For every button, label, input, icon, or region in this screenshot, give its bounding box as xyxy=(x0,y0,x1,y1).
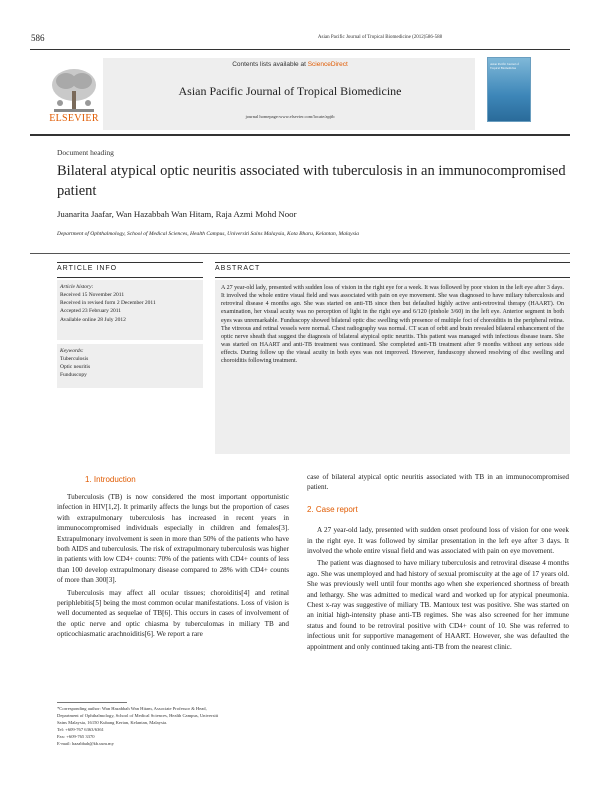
footnote-line: Sains Malaysia, 16150 Kubang Kerian, Kelantan, Malaysia. xyxy=(57,720,168,725)
affiliation-rule xyxy=(30,253,570,254)
authors: Juanarita Jaafar, Wan Hazabbah Wan Hitam, Raja Azmi Mohd Noor xyxy=(57,209,297,219)
intro-paragraph: Tuberculosis may affect all ocular tissues; choroiditis[4] and retinal periphlebitis[5] being the most common ocular manifestations. Loss of vision is well documented as sequelae of TB[6]. This occurs in cases of involvement of the optic nerve and optic chiasma by tuberculomas in miliary TB and opticochiasmatic arachnoiditis[6]. We report a rare xyxy=(57,588,289,639)
publisher-logo-text: ELSEVIER xyxy=(49,113,99,124)
keywords-heading: Keywords: xyxy=(60,348,84,354)
keyword: Tuberculosis xyxy=(60,356,89,362)
article-title: Bilateral atypical optic neuritis associated with tuberculosis in an immunocompromised patient xyxy=(57,163,566,199)
history-heading: Article history: xyxy=(60,284,94,290)
sciencedirect-link[interactable]: ScienceDirect xyxy=(307,61,348,68)
footnote-line: Department of Ophthalmology, School of Medical Sciences, Health Campus, Universiti xyxy=(57,713,219,718)
article-info-header xyxy=(57,262,203,278)
abstract-text: A 27 year-old lady, presented with sudden loss of vision in the right eye for a week. It was followed by poor vision in the left eye after 3 days. It involved the whole entire visual field and was associated with pain on eye movement. She was diagnosed to have miliary tuberculosis and retroviral disease 4 months ago. She was started on anti-TB since then but defaulted highly active anti-retroviral therapy (HAART). On examination, her visual acuity was no perception of light in the right eye and 6/120 (pinhole 3/60) in the left eye. Anterior segment in both eyes was unremarkable. Funduscopy showed bilateral optic disc swelling with presence of multiple foci of choroiditis in the peripheral retina. The vitreous and retinal vessels were normal. Chest radiography was normal. CT scan of orbit and brain revealed bilateral enhancement of the optic nerve sheath that suggest the diagnosis of bilateral atypical optic neuritis. This patient was managed with infectious disease team. She was started on HAART and anti-TB treatment was continued. She completed anti-TB treatment after 9 months without any serious side effects. During follow up the visual acuity in both eyes was not improved. However, funduscopy showed resolving of disc swelling and choroiditis following treatment. xyxy=(221,285,564,365)
article-history-box xyxy=(57,280,203,340)
contents-prefix: Contents lists available at xyxy=(232,61,308,68)
intro-continuation: case of bilateral atypical optic neuritis associated with TB in an immunocompromised patient. xyxy=(307,473,569,492)
footnote-rule xyxy=(57,702,127,703)
footnote-line[interactable]: E-mail: hazabbah@kb.usm.my xyxy=(57,741,114,746)
history-online: Available online 28 July 2012 xyxy=(60,316,126,323)
header-rule xyxy=(30,134,570,136)
corresponding-author-footnote xyxy=(57,705,289,747)
journal-title: Asian Pacific Journal of Tropical Biomedicine xyxy=(178,84,402,98)
history-received: Received 15 November 2011 xyxy=(60,292,125,298)
keywords-box xyxy=(57,344,203,388)
footnote-line: Tel: +609-767 6363/6361 xyxy=(57,727,104,732)
journal-homepage[interactable]: journal homepage:www.elsevier.com/locate/apjtb xyxy=(245,114,335,119)
cover-title: Asian Pacific Journal of Tropical Biomedicine xyxy=(490,62,519,70)
document-heading: Document heading xyxy=(57,148,114,157)
article-info-label: ARTICLE INFO xyxy=(57,265,118,272)
keyword: Funduscopy xyxy=(60,372,87,379)
abstract-label: ABSTRACT xyxy=(215,265,261,272)
case-paragraph: A 27 year-old lady, presented with sudden onset profound loss of vision for one week in the right eye. It was followed by similar presentation in the left eye after 3 days. It involved the whole entire visual field and was associated with pain on eye movement. xyxy=(307,526,569,556)
history-accepted: Accepted 23 February 2011 xyxy=(60,308,122,315)
history-revised: Received in revised form 2 December 2011 xyxy=(60,300,156,307)
intro-body xyxy=(57,492,289,642)
abstract-header xyxy=(215,262,570,278)
case-report-heading: 2. Case report xyxy=(307,504,358,514)
affiliation: Department of Ophthalmology, School of Medical Sciences, Health Campus, Universiti Sains Malaysia, Kota Bharu, Kelantan, Malaysia xyxy=(57,231,360,237)
intro-paragraph: Tuberculosis (TB) is now considered the most important opportunistic infection in HIV[1,2]. It primarily affects the lungs but the proportion of cases with extrapulmonary tuberculosis has increased in recent years in immunocompromised individuals especially in children and females[3]. Extrapulmonary involvement is seen in more than 50% of the patients who have both AIDS and tuberculosis. The risk of extrapulmonary tuberculosis was higher in patients with low CD4+ counts: 70% of the patients with CD4+ counts of less than 100 develop extrapulmonary disease compared to 28% with CD4+ counts of more than 300[3]. xyxy=(57,493,289,585)
footnote-line: Fax: +609-765 3370 xyxy=(57,734,95,739)
case-paragraph: The patient was diagnosed to have miliary tuberculosis and retroviral disease 4 months ago. She was unemployed and had history of sexual promiscuity at the age of 17 years old. She was previously well until four months ago when she experienced shortness of breath and lethargy. She was admitted to medical ward and worked up for atypical pneumonia. Chest x-ray was suggestive of miliary TB. Mantoux test was positive. She was started on an initial high-intensity phase anti-TB regimes. She was also screened for her immune status and found to be retroviral positive with CD4+ count of 10. She was referred to infectious unit for supportive management of HAART. However, she was defaulted the appointment and only continued taking anti-TB from the nearest clinic. xyxy=(307,559,569,651)
page-number: 586 xyxy=(31,33,45,43)
intro-heading: 1. Introduction xyxy=(85,475,136,484)
footnote-line: *Corresponding author: Wan Hazabbah Wan Hitam, Associate Professor & Head, xyxy=(57,706,207,711)
contents-line xyxy=(120,61,460,68)
abstract-box xyxy=(215,280,570,454)
keyword: Optic neuritis xyxy=(60,364,91,371)
running-head: Asian Pacific Journal of Tropical Biomedicine (2012)586-588 xyxy=(317,35,443,40)
top-rule xyxy=(30,49,570,50)
right-column xyxy=(307,472,569,654)
